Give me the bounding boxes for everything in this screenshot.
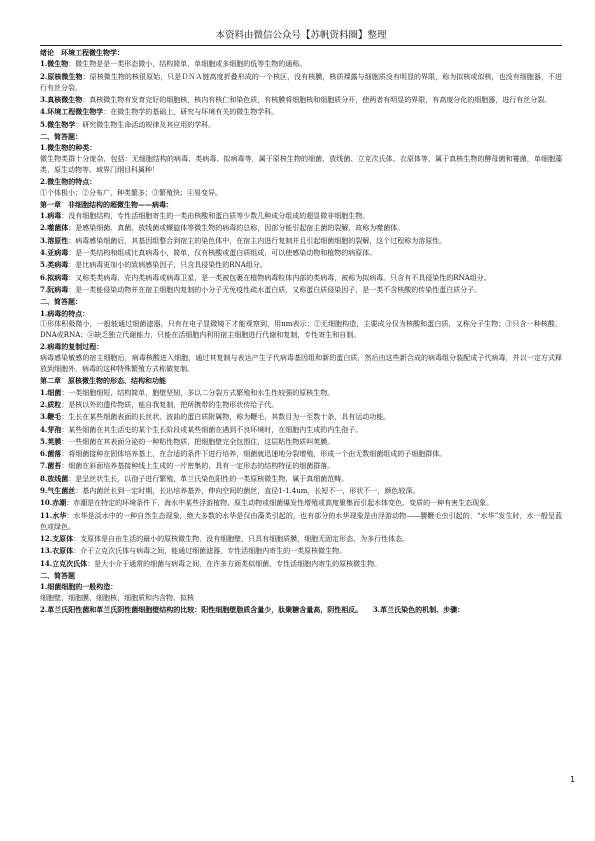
definition-item: 10.赤潮：赤潮是在特定的环境条件下，海水中某些浮游植物、原生动物或细菌爆发性增殖或高度聚集而引起水体变色、变质的一种有害生态现象。 (40, 498, 494, 508)
answer-text: 细胞壁、细胞膜、细胞核、细胞质和内含物、拟核 (40, 593, 194, 602)
question-title: 2.病毒的复制过程： (40, 342, 104, 352)
question-title: 2.微生物的特点： (40, 177, 97, 187)
definition-item: 13.衣原体：介于立克次氏体与病毒之间，能通过细菌滤器，专性活细胞内寄生的一类原核微生物。 (40, 546, 347, 556)
definition-item: 1.微生物：微生物是是一类形态微小，结构简单，单细胞或多细胞的低等生物的通称。 (40, 59, 307, 69)
definition-item: 7.阮病毒：是一类能侵染动物并在宿主细胞内复制的小分子无免疫性疏水蛋白质，又称蛋白质侵染因子，是一类不含核酸的传染性蛋白质分子。 (40, 284, 482, 294)
definition-item: 2.原核微生物：原核微生物的核很原始，只是ＤＮＡ链高度折叠形成的一个核区，没有核膜，核质裸露与细胞质没有明显的界限，称为拟核或似核，也没有细胞器，不进行有丝分裂。 (40, 71, 563, 92)
definition-item: 11.水华：水华是淡水中的一种自然生态现象，绝大多数的水华是仅由藻类引起的，也有部分的水华现象是由浮游动物——腰鞭毛虫引起的，“水华”发生时，水一般呈蓝色或绿色。 (40, 510, 562, 531)
answer-text: 病毒感染敏感的宿主细胞后，病毒核酸进入细胞，通过其复制与表达产生子代病毒基因组和新的蛋白质，然后由这些新合成的病毒组分装配成子代病毒，并以一定方式释放到细胞外，病毒的这种特殊繁殖方式称做复制。 (40, 353, 562, 374)
definition-item: 2.质粒：是核以外的遗传物质，能自我复制，把所携带的生物形状传给子代。 (40, 399, 279, 409)
definition-item: 12.支原体：支原体是自由生活的最小的原核微生物，没有细胞壁，只具有细胞质膜，细胞无固定形态，为多行性体态。 (40, 534, 410, 544)
answer-text: ①个体极小；②分布广，种类繁多；③繁殖快；④易变异。 (40, 188, 222, 197)
question-title: 2.革兰氏阳性菌和革兰氏阴性菌细胞壁结构的比较：阳性细胞壁脂质含量少，肽聚糖含量高，阴性相反。 3.革兰氏染色的机制、步骤： (40, 604, 465, 614)
definition-item: 3.真核微生物：真核微生物有发育完好的细胞核，核内有核仁和染色质，有核膜将细胞核和细胞质分开，使两者有明显的界限，有高度分化的细胞器，进行有丝分裂。 (40, 95, 552, 105)
definition-item: 8.放线菌：是呈丝状生长，以孢子进行繁殖，革兰氏染色阳性的一类原核微生物，属于真细菌范畴。 (40, 473, 349, 483)
qa-heading: 二、简答题： (40, 132, 82, 142)
definition-item: 3.鞭毛：生长在某些细菌表面的长丝状、波曲的蛋白质附属物，称为鞭毛，其数目为一至数十条，具有运动功能。 (40, 412, 391, 422)
document-page (40, 30, 562, 615)
definition-item: 6.菌落：将细菌接种在固体培养基上，在合适的条件下进行培养，细菌就迅速地分裂增殖，形成一个由无数细菌组成的子细胞群体。 (40, 449, 447, 459)
definition-item: 4.亚病毒：是一类结构和组成比真病毒小，简单，仅有核酸或蛋白质组成，可以使感染动物和植物的病原体。 (40, 248, 377, 258)
definition-item: 5.微生物学：研究微生物生命活动规律及其应用的学科。 (40, 119, 216, 129)
page-number: 1 (570, 775, 576, 784)
definition-item: 4.芽孢：某些细菌在其生活史的某个生长阶段或某些细菌在遇到不良环境时，在细胞内生成的内生孢子。 (40, 424, 363, 434)
definition-item: 1.病毒：没有细胞结构，专性活细胞寄生的一类由核酸和蛋白质等少数几种成分组成的超显微非细胞生物。 (40, 211, 370, 221)
intro-definitions (40, 58, 562, 131)
definition-item: 4.环境工程微生物学：在微生物学的基础上，研究与环境有关的微生物学科。 (40, 107, 279, 117)
qa-heading: 二、简答题： (40, 297, 82, 307)
definition-item: 7.菌苔：细菌在斜面培养基接种线上生成的一片密集的，具有一定形态的结构特征的细菌群落。 (40, 461, 335, 471)
definition-item: 5.荚膜：一些细菌在其表面分泌的一种粘性物质，把细胞壁完全包围住，这层粘性物质叫荚膜。 (40, 436, 335, 446)
question-title: 1.细菌细胞的一般构造： (40, 582, 118, 592)
definition-item: 6.拟病毒：又称类类病毒、壳内类病毒或病毒卫星，是一类被包裹在植物病毒粒体内部的类病毒，被称为拟病毒。只含有不具侵染性的RNA组分。 (40, 272, 491, 282)
definition-item: 3.溶原性：病毒感染细菌后，其基因组整合到宿主的染色体中，在宿主内进行复制并且引起细菌细胞的裂解，这个过程称为溶原性。 (40, 235, 447, 245)
definition-item: 1.细菌：一类细胞细短，结构简单，胞壁坚韧，多以二分裂方式繁殖和水生性较强的原核生物。 (40, 387, 335, 397)
chapter1-definitions (40, 210, 562, 296)
definition-item: 2.噬菌体：是感染细菌、真菌、放线菌或螺旋体等微生物的病毒的总称，因部分能引起宿主菌的裂解，故称为噬菌体。 (40, 223, 405, 233)
answer-text: 微生物类群十分庞杂，包括：无细胞结构的病毒、类病毒、拟病毒等，属于原核生物的细菌、放线菌、立克次氏体、衣原体等，属于真核生物的酵母菌和霉菌，单细胞藻类、原生动物等。域界门纲目科属种！ (40, 154, 562, 174)
chapter2-definitions (40, 387, 562, 570)
question-title: 1.微生物的种类： (40, 143, 97, 153)
section-title-intro: 绪论 环境工程微生物学： (40, 48, 124, 57)
definition-item: 5.类病毒：是比病毒更加小的致病感染因子，只含具侵染性的RNA组分。 (40, 260, 267, 270)
document-body (40, 47, 562, 615)
qa-heading: 二、简答题 (40, 571, 75, 581)
page-header: 本资料由微信公众号【苏帆资料圈】整理 (40, 30, 562, 46)
definition-item: 14.立克次氏体：是大小介于通常的细菌与病毒之间，在许多方面类似细菌，专性活细胞内寄生的原核微生物。 (40, 558, 382, 568)
answer-text: ①形体积极微小，一般能通过细菌滤器，只有在电子显微镜下才能观察到，用nm表示；②无细胞构造，主要成分仅为核酸和蛋白质，又称分子生物；③只含一种核酸，DNA或RNA；④缺乏独立代谢能力，只能在活细胞内利用宿主细胞进行代谢和复制，专性寄生和自制。 (40, 319, 562, 340)
question-title: 1.病毒的特点： (40, 308, 90, 318)
chapter-title: 第一章 非细胞结构的超微生物——病毒： (40, 199, 173, 209)
definition-item: 9.气生菌丝：基内菌丝长到一定时期，长出培养基外，伸向空间的菌丝，直径1-1.4um，长短不一，形状不一，颜色较深。 (40, 485, 420, 495)
chapter-title: 第二章 原核微生物的形态、结构和功能 (40, 376, 166, 386)
